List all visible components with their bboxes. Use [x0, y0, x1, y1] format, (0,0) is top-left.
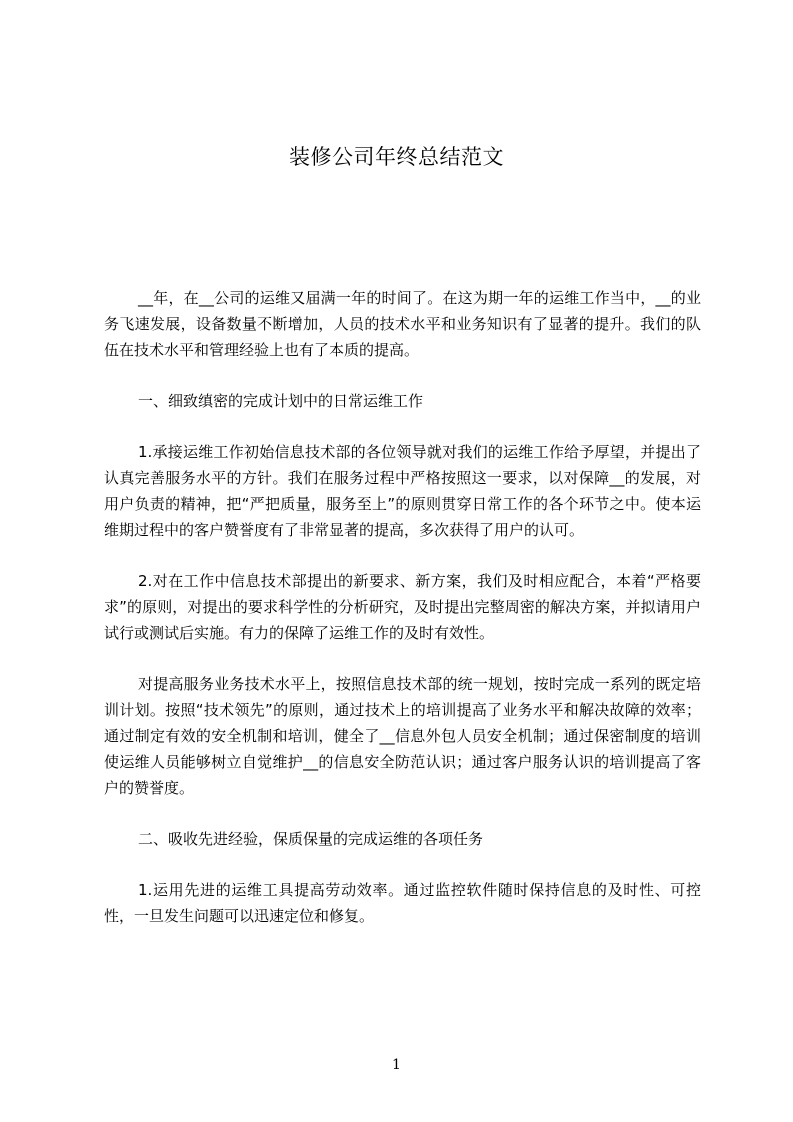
paragraph-gap [104, 852, 701, 877]
paragraph-gap [104, 543, 701, 568]
section-heading-2: 二、吸收先进经验，保质保量的完成运维的各项任务 [138, 830, 484, 848]
section1-paragraph-3: 对提高服务业务技术水平上，按照信息技术部的统一规划，按时完成一系列的既定培训计划。按照“技术领先”的原则，通过技术上的培训提高了业务水平和解决故障的效率；通过制定有效的安全机制和培训，健全了__信息外包人员安全机制；通过保密制度的培训使运维人员能够树立自觉维护__的信息安全防范认识；通过客户服务认识的培训提高了客户的赞誉度。 [104, 675, 701, 797]
paragraph-gap [104, 801, 701, 826]
paragraph-gap [104, 414, 701, 439]
document-body [104, 285, 701, 929]
intro-paragraph: __年，在__公司的运维又届满一年的时间了。在这为期一年的运维工作当中，__的业务飞速发展，设备数量不断增加，人员的技术水平和业务知识有了显著的提升。我们的队伍在技术水平和管理经验上也有了本质的提高。 [104, 289, 701, 359]
paragraph-gap [104, 363, 701, 388]
paragraph-gap [104, 646, 701, 671]
section1-item-1: 1.承接运维工作初始信息技术部的各位领导就对我们的运维工作给予厚望，并提出了认真完善服务水平的方针。我们在服务过程中严格按照这一要求，以对保障__的发展，对用户负责的精神，把“严把质量，服务至上”的原则贯穿日常工作的各个环节之中。使本运维期过程中的客户赞誉度有了非常显著的提高，多次获得了用户的认可。 [104, 443, 701, 539]
section1-item-2: 2.对在工作中信息技术部提出的新要求、新方案，我们及时相应配合，本着“严格要求”的原则，对提出的要求科学性的分析研究，及时提出完整周密的解决方案，并拟请用户试行或测试后实施。有力的保障了运维工作的及时有效性。 [104, 572, 701, 642]
page-number: 1 [392, 1057, 401, 1073]
section-heading-1: 一、细致缜密的完成计划中的日常运维工作 [138, 392, 424, 410]
section2-item-1: 1.运用先进的运维工具提高劳动效率。通过监控软件随时保持信息的及时性、可控性，一旦发生问题可以迅速定位和修复。 [104, 881, 701, 925]
document-title: 装修公司年终总结范文 [289, 145, 504, 169]
